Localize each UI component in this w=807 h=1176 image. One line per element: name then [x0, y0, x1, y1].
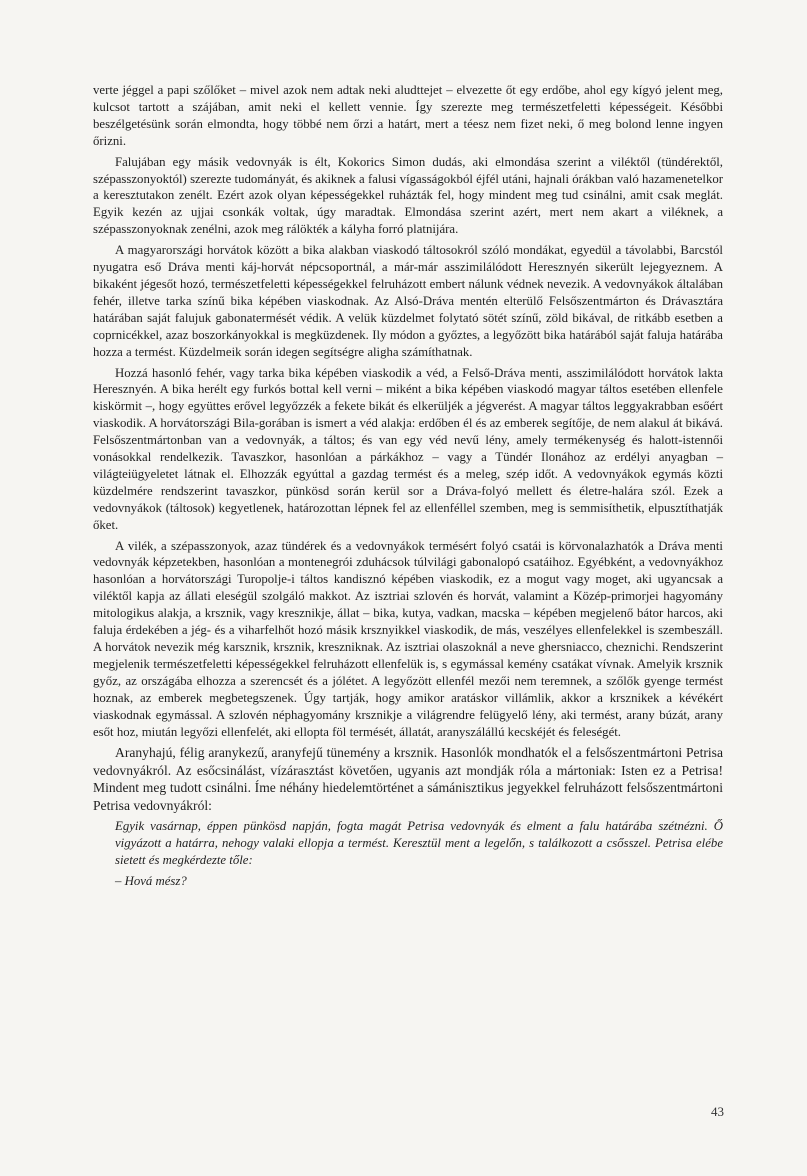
- paragraph: A vilék, a szépasszonyok, azaz tündérek és a vedovnyákok termésért folyó csatái is körvonalazhatók a Dráva menti vedovnyák képzetekben, hasonlóan a montenegrói zduhácsok túlvilági gabonalopó csatáihoz. Egyébként, a vedovnyákhoz hasonlóan a horvátországi Turopolje-i táltos kandisznó képében viaskodik, ez a mogut vagy moget, aki ugyancsak a viléktől kapja az állati eleségül szolgáló makkot. Az isztriai szlovén és horvát, valamint a Közép-primorjei hagyomány mitologikus alakja, a krsznik, vagy kresznikje, állat – bika, kutya, vadkan, macska – képében megjelenő bátor harcos, aki faluja érdekében a jég- és a viharfelhőt hozó másik krsznyikkel viaskodik, de más, veszélyes ellenfelekkel is szembeszáll. A horvátok nevezik még karsznik, krsznik, kreszniknak. Az isztriai olaszoknál a neve ghersniacco, cheznichi. Rendszerint megjelenik természetfeletti képességekkel felruházott ellenfelük is, s egymással kemény csatákat vívnak. Amelyik krsznik győz, az országába elhozza a szerencsét és a jólétet. A legyőzött ellenfél mezői nem teremnek, a szőlők gyenge termést hoznak, az emberek megbetegszenek. Úgy tartják, hogy amikor aratáskor villámlik, akkor a krsznikek a kévékért viaskodnak egymással. A szlovén néphagyomány krsznikje a világrendre felügyelő lény, aki termést, arany búzát, arany esőt hoz, miután legyőzi ellenfelét, aki ellopta föl termését, állatát, aranyszálállú kecskéjét és feleségét.: [93, 538, 723, 739]
- paragraph: Falujában egy másik vedovnyák is élt, Kokorics Simon dudás, aki elmondása szerint a viléktől (tündérektől, szépasszonyoktól) szerezte tudományát, és akiknek a falusi vígasságokból éjfél utáni, hajnali órákban való hazamenetelkor a keresztutakon zenélt. Ezért azok olyan képességekkel ruházták fel, hogy mindent meg tud csinálni, amit csak meglát. Egyik kezén az ujjai csonkák voltak, úgy maradtak. Elmondása szerint azért, mert nem akart a viléknek, a szépasszonyoknak zenélni, azok meg rálökték a kályha forró platnijára.: [93, 154, 723, 237]
- page-number: 43: [711, 1104, 724, 1119]
- paragraph: verte jéggel a papi szőlőket – mivel azok nem adtak neki aludttejet – elvezette őt egy erdőbe, ahol egy kígyó jelent meg, kulcsot tartott a szájában, amit neki el kellett vennie. Így szerezte meg természetfeletti képességeit. Későbbi beszélgetésünk során elmondta, hogy többé nem őrzi a határt, mert a téesz nem fizet neki, ő meg bolond lenne ingyen őrizni.: [93, 83, 723, 148]
- paragraph: A magyarországi horvátok között a bika alakban viaskodó táltosokról szóló mondákat, egyedül a távolabbi, Barcstól nyugatra eső Dráva menti káj-horvát népcsoportnál, a már-már asszimilálódott Heresznyén sikerült lejegyeznem. A bikaként jégesőt hozó, természetfeletti képességekkel felruházott embert nálunk védnek nevezik. A vedovnyákok általában fehér, illetve tarka színű bika képében viaskodnak. Az Alsó-Dráva mentén elterülő Felsőszentmárton és Drávasztára határában saját falujuk gabonatermését védik. A velük küzdelmet folytató sötét színű, zöld bikával, de ritkább esetben a coprnicékkel, azaz boszorkányokkal is megküzdenek. Ily módon a győztes, a legyőzött bika határából saját faluja határába hozza a termést. Küzdelmeik során idegen segítségre aligha számíthatnak.: [93, 243, 723, 359]
- paragraph: Aranyhajú, félig aranykezű, aranyfejű tünemény a krsznik. Hasonlók mondhatók el a felsőszentmártoni Petrisa vedovnyákról. Az esőcsinálást, vízárasztást követően, ugyanis azt mondják róla a mártoniak: Isten ez a Petrisa! Mindent meg tudott csinálni. Íme néhány hiedelemtörténet a sámánisztikus jegyekkel felruházott felsőszentmártoni Petrisa vedovnyákról:: [93, 745, 723, 813]
- quote-paragraph: Egyik vasárnap, éppen pünkösd napján, fogta magát Petrisa vedovnyák és elment a falu határába szétnézni. Ő vigyázott a határra, nehogy valaki ellopja a termést. Keresztül ment a legelőn, s találkozott a csősszel. Petrisa elébe sietett és megkérdezte tőle:: [115, 819, 723, 868]
- paragraph: Hozzá hasonló fehér, vagy tarka bika képében viaskodik a véd, a Felső-Dráva menti, asszimilálódott horvátok lakta Heresznyén. A bika herélt egy furkós bottal kell verni – miként a bika képében viaskodó magyar táltos esetében ellenfele kiskörmit –, hogy együttes erővel legyőzzék a fekete bikát és elkerüljék a jégverést. A magyar táltos leggyakrabban esőért viaskodik. A horvátországi Bila-gorában is ismert a véd alakja: erdőben él és az emberek segítője, de nem alakul át bikává. Felsőszentmártonban van a vedovnyák, a táltos; és van egy véd nevű lény, amely termékenység és halott-istennői vonásokkal rendelkezik. Tavaszkor, hasonlóan a párkákhoz – vagy a Tündér Ilonához az erdélyi anyagban – világteiügyeletet látnak el. Elhozzák egyúttal a gazdag termést és a meleg, szép időt. A vedovnyákok egymás közti küzdelmére rendszerint tavaszkor, pünkösd során kerül sor a Dráva-folyó mellett és életre-halára szól. Ezek a vedovnyákok (táltosok) kegyetlenek, határozottan lépnek fel az ellenféllel szemben, meg is semmisíthetik, elpusztíthatják őket.: [93, 365, 723, 532]
- dialog-line: – Hová mész?: [115, 874, 187, 889]
- body-text: [93, 82, 723, 894]
